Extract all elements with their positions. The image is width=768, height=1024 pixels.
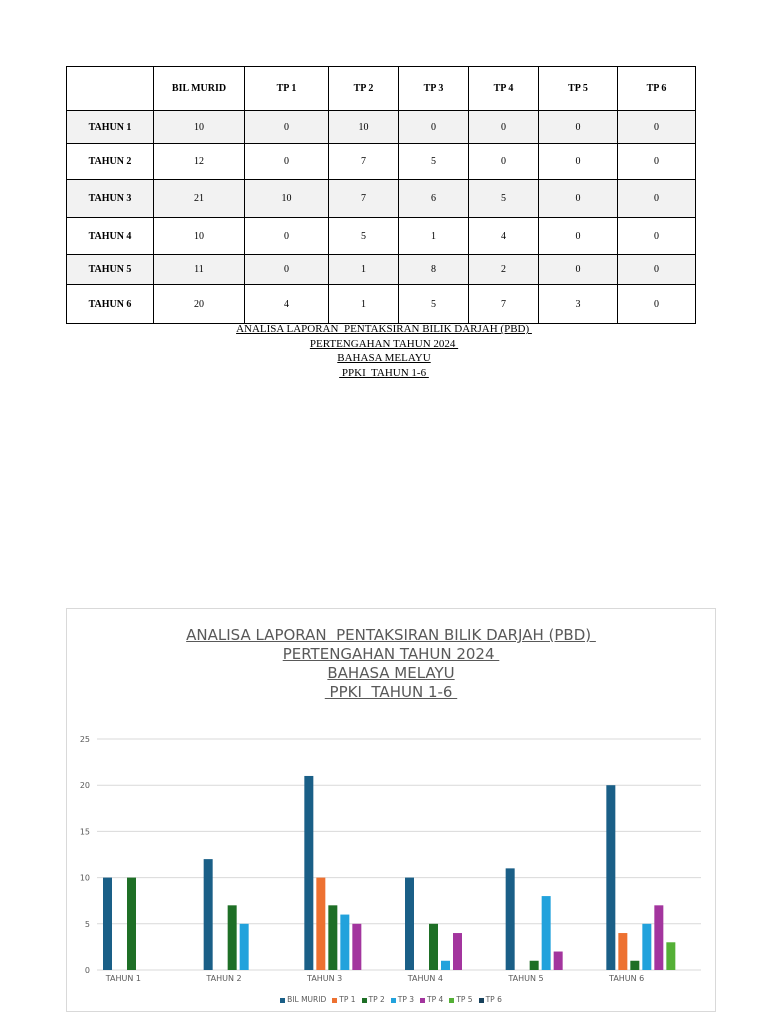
table-cell: 0 (245, 111, 329, 144)
y-tick-label: 10 (79, 873, 90, 883)
bar-tp-4 (453, 933, 462, 970)
table-cell: 0 (618, 111, 696, 144)
x-tick-label: TAHUN 2 (206, 974, 242, 983)
legend-item (420, 995, 443, 1004)
chart-plot-area (67, 609, 715, 1011)
table-cell: 5 (399, 285, 469, 324)
caption-line: BAHASA MELAYU (337, 352, 431, 364)
legend-label: TP 5 (456, 995, 473, 1004)
bar-tp-4 (352, 924, 361, 970)
caption-line: PPKI TAHUN 1-6 (339, 366, 429, 379)
table-cell: 0 (245, 144, 329, 180)
table-cell: 5 (399, 144, 469, 180)
legend-item (479, 995, 502, 1004)
row-label: TAHUN 6 (67, 285, 154, 324)
legend-label: TP 6 (485, 995, 502, 1004)
chart-title-line: ANALISA LAPORAN PENTAKSIRAN BILIK DARJAH (PBD) (186, 626, 596, 644)
table-row (67, 255, 696, 285)
x-tick-label: TAHUN 3 (307, 974, 343, 983)
legend-swatch (479, 998, 484, 1003)
bar-tp-1 (316, 878, 325, 970)
table-cell: 0 (539, 255, 618, 285)
row-label: TAHUN 5 (67, 255, 154, 285)
table-cell: 0 (618, 218, 696, 255)
bar-tp-2 (630, 961, 639, 970)
table-cell: 0 (618, 144, 696, 180)
header-cell: TP 6 (618, 67, 696, 111)
y-tick-label: 0 (84, 966, 90, 975)
table-cell: 0 (245, 218, 329, 255)
legend-label: BIL MURID (287, 995, 327, 1004)
table-cell: 4 (469, 218, 539, 255)
header-cell: TP 3 (399, 67, 469, 111)
table-cell: 0 (539, 180, 618, 218)
row-label: TAHUN 4 (67, 218, 154, 255)
table-cell: 1 (329, 255, 399, 285)
caption-line: PERTENGAHAN TAHUN 2024 (309, 337, 459, 350)
table-cell: 8 (399, 255, 469, 285)
bar-bil-murid (103, 878, 112, 970)
header-cell: BIL MURID (154, 67, 245, 111)
legend-item (449, 995, 472, 1004)
x-tick-label: TAHUN 4 (407, 974, 443, 983)
table-cell: 0 (618, 180, 696, 218)
table-cell: 10 (329, 111, 399, 144)
table-cell: 0 (618, 255, 696, 285)
table-row (67, 218, 696, 255)
table-cell: 1 (329, 285, 399, 324)
table-cell: 6 (399, 180, 469, 218)
y-tick-label: 20 (79, 781, 90, 791)
table-cell: 0 (539, 144, 618, 180)
table-cell: 3 (539, 285, 618, 324)
table-cell: 0 (245, 255, 329, 285)
bar-tp-3 (340, 915, 349, 970)
bar-tp-3 (542, 896, 551, 970)
bar-tp-1 (618, 933, 627, 970)
table-cell: 4 (245, 285, 329, 324)
table-cell: 0 (469, 144, 539, 180)
row-label: TAHUN 1 (67, 111, 154, 144)
bar-tp-4 (654, 905, 663, 970)
x-tick-label: TAHUN 6 (609, 974, 645, 983)
bar-bil-murid (606, 785, 615, 970)
table-cell: 0 (399, 111, 469, 144)
table-cell: 2 (469, 255, 539, 285)
caption-line: ANALISA LAPORAN PENTAKSIRAN BILIK DARJAH (PBD) (236, 323, 532, 335)
table-cell: 0 (539, 111, 618, 144)
table-cell: 21 (154, 180, 245, 218)
table-cell: 7 (329, 180, 399, 218)
legend-swatch (420, 998, 425, 1003)
x-tick-label: TAHUN 5 (508, 974, 544, 983)
table-cell: 7 (329, 144, 399, 180)
legend-swatch (391, 998, 396, 1003)
bar-tp-3 (441, 961, 450, 970)
pbd-bar-chart (66, 608, 716, 1012)
legend-swatch (362, 998, 367, 1003)
legend-label: TP 1 (339, 995, 356, 1004)
table-cell: 20 (154, 285, 245, 324)
bar-tp-4 (554, 952, 563, 970)
table-cell: 12 (154, 144, 245, 180)
table-row (67, 144, 696, 180)
pbd-summary-table (66, 66, 696, 324)
legend-label: TP 4 (427, 995, 444, 1004)
bar-tp-2 (429, 924, 438, 970)
legend-swatch (449, 998, 454, 1003)
row-label: TAHUN 2 (67, 144, 154, 180)
table-header-row (67, 67, 696, 111)
table-row (67, 111, 696, 144)
y-tick-label: 15 (79, 827, 90, 837)
legend-item (280, 995, 326, 1004)
table-cell: 11 (154, 255, 245, 285)
table-cell: 0 (618, 285, 696, 324)
bar-tp-2 (228, 905, 237, 970)
bar-tp-2 (530, 961, 539, 970)
table-row (67, 285, 696, 324)
legend-label: TP 2 (368, 995, 385, 1004)
table-cell: 1 (399, 218, 469, 255)
bar-bil-murid (204, 859, 213, 970)
bar-tp-3 (642, 924, 651, 970)
header-cell: TP 4 (469, 67, 539, 111)
bar-bil-murid (405, 878, 414, 970)
header-cell: TP 1 (245, 67, 329, 111)
table-cell: 0 (469, 111, 539, 144)
table-cell: 0 (539, 218, 618, 255)
table-cell: 5 (469, 180, 539, 218)
table-cell: 10 (154, 111, 245, 144)
chart-title-line: PPKI TAHUN 1-6 (324, 683, 458, 701)
table-cell: 7 (469, 285, 539, 324)
legend-swatch (332, 998, 337, 1003)
bar-tp-2 (328, 905, 337, 970)
table-cell: 5 (329, 218, 399, 255)
header-cell: TP 5 (539, 67, 618, 111)
header-cell: TP 2 (329, 67, 399, 111)
table-cell: 10 (245, 180, 329, 218)
bar-bil-murid (506, 868, 515, 970)
y-tick-label: 25 (79, 735, 90, 744)
bar-bil-murid (304, 776, 313, 970)
row-label: TAHUN 3 (67, 180, 154, 218)
bar-tp-5 (666, 942, 675, 970)
legend-item (362, 995, 385, 1004)
table-cell: 10 (154, 218, 245, 255)
chart-legend (67, 995, 715, 1004)
x-tick-label: TAHUN 1 (105, 974, 141, 983)
y-tick-label: 5 (84, 919, 90, 929)
legend-swatch (280, 998, 285, 1003)
table-row (67, 180, 696, 218)
legend-item (391, 995, 414, 1004)
chart-title-line: BAHASA MELAYU (327, 664, 455, 682)
chart-title-line: PERTENGAHAN TAHUN 2024 (282, 645, 500, 663)
table-caption (66, 322, 702, 380)
bar-tp-3 (240, 924, 249, 970)
bar-tp-2 (127, 878, 136, 970)
header-cell (67, 67, 154, 111)
legend-item (332, 995, 355, 1004)
legend-label: TP 3 (397, 995, 415, 1004)
